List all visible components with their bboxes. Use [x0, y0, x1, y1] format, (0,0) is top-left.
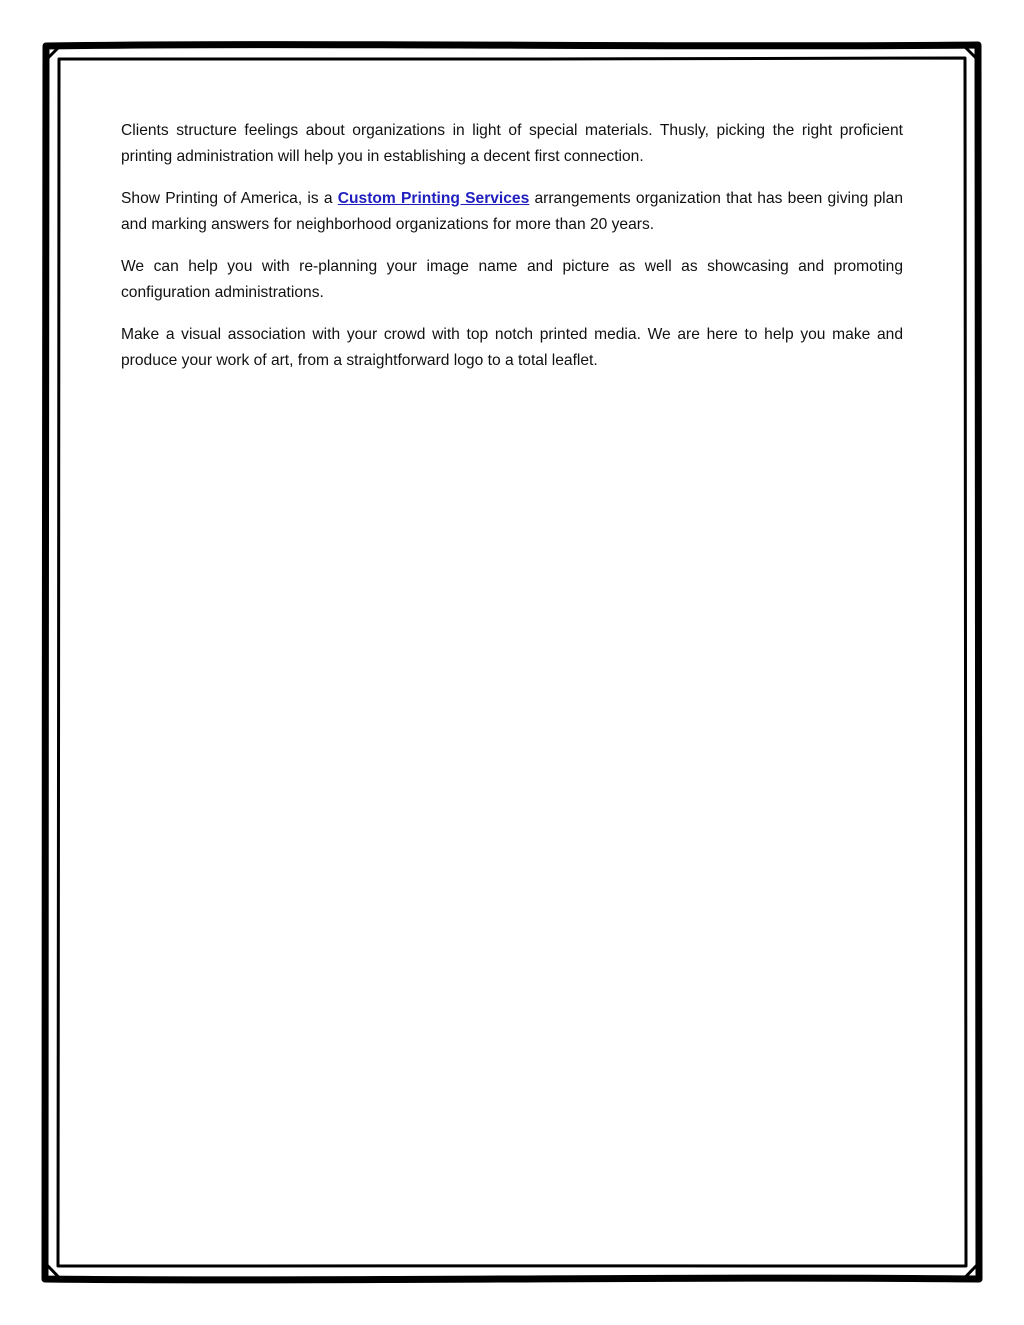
paragraph-2-lead-text: Show Printing of America, is a	[121, 190, 338, 207]
paragraph-3-text: We can help you with re-planning your image name and picture as well as showcasing and promoting configuration administrations.	[121, 258, 903, 301]
paragraph-4-text: Make a visual association with your crowd with top notch printed media. We are here to help you make and produce your work of art, from a straightforward logo to a total leaflet.	[121, 326, 903, 369]
paragraph-1	[121, 118, 903, 170]
custom-printing-services-link[interactable]: Custom Printing Services	[337, 190, 530, 207]
document-body	[121, 118, 903, 390]
paragraph-1-text: Clients structure feelings about organizations in light of special materials. Thusly, picking the right proficient printing administration will help you in establishing a decent first connection.	[121, 122, 903, 165]
paragraph-2-trailing-text: arrangements organization that has been giving plan and marking answers for neighborhood organizations for more than 20 years.	[121, 190, 903, 233]
paragraph-2	[121, 186, 903, 238]
paragraph-3	[121, 254, 903, 306]
paragraph-4	[121, 322, 903, 374]
